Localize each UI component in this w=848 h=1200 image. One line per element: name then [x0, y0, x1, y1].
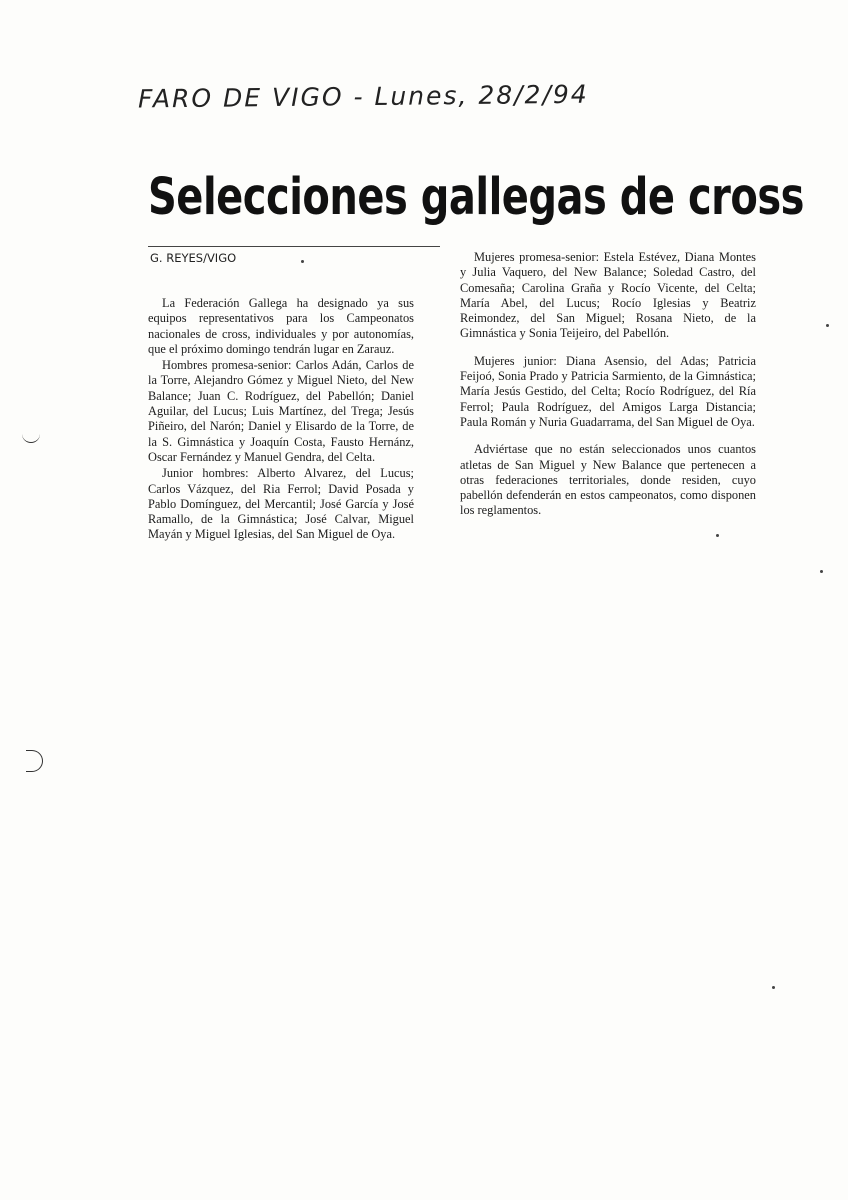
scan-speck — [826, 324, 829, 327]
article-paragraph: Junior hombres: Alberto Alvarez, del Lucus; Carlos Vázquez, del Ria Ferrol; David Posada y Pablo Domínguez, del Mercantil; José García y José Ramallo, de la Gimnástica; José Calvar, Miguel Mayán y Miguel Iglesias, del San Miguel de Oya. — [148, 466, 414, 542]
article-paragraph: Mujeres promesa-senior: Estela Estévez, Diana Montes y Julia Vaquero, del New Balance; Soledad Castro, del Comesaña; Carolina Graña y Rocío Vicente, del Celta; María Abel, del Lucus; Rocío Iglesias y Beatriz Reimondez, del San Miguel; Rosana Nieto, de la Gimnástica y Sonia Teijeiro, del Pabellón. — [460, 250, 756, 341]
article-paragraph: Mujeres junior: Diana Asensio, del Adas; Patricia Feijoó, Sonia Prado y Patricia Sarmiento, de la Gimnástica; María Jesús Gestido, del Celta; Rocío Rodríguez, del Ría Ferrol; Paula Rodríguez, del Amigos Larga Distancia; Paula Román y Nuria Guadarrama, del San Miguel de Oya. — [460, 353, 756, 429]
handwritten-source-note: FARO DE VIGO - Lunes, 28/2/94 — [137, 79, 589, 114]
scan-speck — [301, 260, 304, 263]
scan-speck — [772, 986, 775, 989]
article-column-left — [148, 296, 414, 543]
article-paragraph: Hombres promesa-senior: Carlos Adán, Carlos de la Torre, Alejandro Gómez y Miguel Nieto, del New Balance; Juan C. Rodríguez, del Pabellón; Daniel Aguilar, del Lucus; Luis Martínez, del Trega; Jesús Piñeiro, del Narón; Daniel y Elisardo de la Torre, de la S. Gimnástica y Joaquín Costa, Fausto Hernánz, Oscar Fernández y Manuel Gendra, del Celta. — [148, 358, 414, 464]
punch-hole-mark — [26, 750, 43, 772]
article-paragraph: La Federación Gallega ha designado ya sus equipos representativos para los Campeonatos nacionales de cross, individuales y por autonomías, que el próximo domingo tendrán lugar en Zarauz. — [148, 296, 414, 356]
article-headline: Selecciones gallegas de cross — [148, 168, 804, 228]
scan-speck — [820, 570, 823, 573]
article-paragraph: Adviértase que no están seleccionados unos cuantos atletas de San Miguel y New Balance que pertenecen a otras federaciones territoriales, donde residen, cuyo pabellón defenderán en estos campeonatos, como disponen los reglamentos. — [460, 442, 756, 518]
byline-divider — [148, 246, 440, 247]
article-column-right — [460, 250, 756, 519]
punch-hole-mark — [22, 428, 40, 443]
scan-speck — [716, 534, 719, 537]
article-byline: G. REYES/VIGO — [150, 251, 237, 265]
